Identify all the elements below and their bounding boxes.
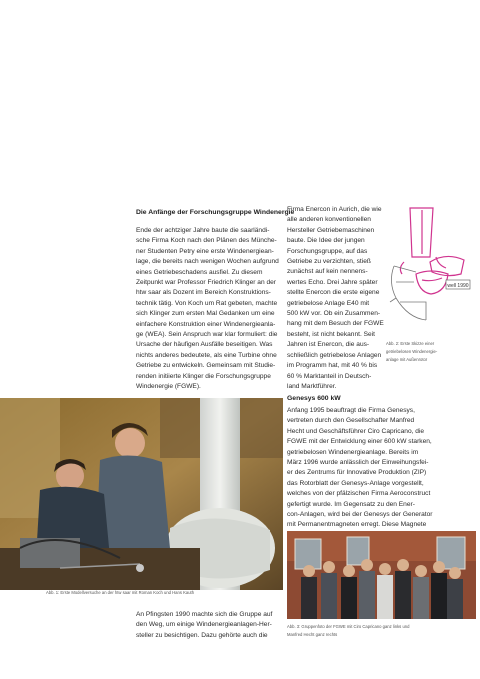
text-line: Getriebe zu entwickeln. Gemeinsam mit Studie- <box>136 362 276 370</box>
text-line: FGWE mit der Entwicklung einer 600 kW starken, <box>287 438 432 446</box>
text-line: Zeitpunkt war Professor Friedrich Klinger an der <box>136 279 276 287</box>
figure-caption-sketch <box>386 340 437 363</box>
photo-group-fgwe <box>287 531 476 619</box>
caption-line: Abb. 3: Gruppenfoto der FGWE mit Ciro Capricano ganz links und <box>287 624 410 629</box>
text-line: im Programm hat, mit 40 % bis <box>287 362 378 370</box>
text-line: welches von der pfälzischen Firma Aeroconstruct <box>287 490 431 498</box>
caption-line: Manfred Hecht ganz rechts <box>287 631 338 637</box>
text-line: technik tätig. Von Koch um Rat gebeten, machte <box>136 299 278 307</box>
text-line: er des Zentrums für Innovative Produktion (ZIP) <box>287 469 427 477</box>
text-line: schließlich getriebelose Anlagen <box>287 351 382 359</box>
body-column-left <box>136 226 279 393</box>
figure-caption-group-photo <box>287 623 409 639</box>
figure-caption-model-experiments: Abb. 1: Erste Modellversuche an der htw saar mit Roman Koch und Hans Kauth <box>46 590 195 595</box>
text-line: zunächst auf kein nennens- <box>287 268 368 276</box>
text-line: 60 % Marktanteil in Deutsch- <box>287 372 372 380</box>
text-line: ge (WEA). Sein Anspruch war klar formuliert: die <box>136 331 278 339</box>
text-line: land Marktführer. <box>287 382 337 390</box>
caption-line: anlage mit Außenrotor <box>386 356 428 362</box>
sketch-date-stamp: well 1990 <box>447 283 469 289</box>
caption-line: getriebelosen Windenergie- <box>386 348 438 354</box>
text-line: Hecht und Geschäftsführer Ciro Capricano, die <box>287 427 425 435</box>
text-line: renden initiierte Klinger die Forschungsgruppe <box>136 372 271 380</box>
text-line: Hersteller Getriebemaschinen <box>287 226 375 234</box>
text-line: sche Firma Koch nach den Plänen des Münche- <box>136 237 277 245</box>
text-line: con-Anlagen, wird bei der Genesys der Generator <box>287 511 433 519</box>
text-line: Jahren ist Enercon, die aus- <box>287 341 370 349</box>
sketch-figure <box>386 202 476 332</box>
text-line: hang mit dem Besuch der FGWE <box>287 320 384 328</box>
caption-line: Abb. 2: Erste Skizze einer <box>386 341 435 346</box>
text-line: baute. Die Idee der jungen <box>287 237 365 245</box>
text-line: ner Studenten Petry eine erste Windenergiean- <box>136 247 274 255</box>
text-line: mit Permanentmagneten erregt. Diese Magnete <box>287 521 427 529</box>
text-line: lage, die bereits nach wenigen Wochen aufgrund <box>136 258 279 266</box>
text-line: sich Klinger zum ersten Mal Gedanken um eine <box>136 310 275 318</box>
text-line: wertes Echo. Drei Jahre später <box>287 278 378 286</box>
text-line: Ende der achtziger Jahre baute die saarländi- <box>136 227 270 234</box>
text-line: htw saar als Dozent im Bereich Konstruktions- <box>136 289 271 297</box>
text-line: nichts anderes bedeutete, als eine Turbine ohne <box>136 351 277 359</box>
section-heading-anfaenge: Die Anfänge der Forschungsgruppe Windenergie <box>136 209 295 216</box>
text-line: getriebelose Anlage E40 mit <box>287 299 370 307</box>
text-line: Anfang 1995 beauftragt die Firma Genesys, <box>287 407 415 414</box>
text-line: 500 kW vor. Ob ein Zusammen- <box>287 310 381 318</box>
text-line: Ursache der häufigen Ausfälle beseitigen. Was <box>136 341 273 349</box>
text-line: vertreten durch den Gesellschafter Manfred <box>287 417 415 425</box>
text-line: besteht, ist nicht bekannt. Seit <box>287 330 375 338</box>
text-line: steller zu besichtigen. Dazu gehörte auch die <box>136 631 268 639</box>
text-line: An Pfingsten 1990 machte sich die Gruppe auf <box>136 611 273 618</box>
text-line: getriebelosen Windenergieanlage. Bereits im <box>287 448 419 456</box>
section-heading-genesys: Genesys 600 kW <box>287 395 341 402</box>
text-line: stellte Enercon die erste eigene <box>287 289 380 297</box>
text-line: Firma Enercon in Aurich, die wie <box>287 206 382 213</box>
text-line: alle anderen konventionellen <box>287 216 371 224</box>
photo-model-experiments <box>0 398 283 590</box>
body-column-left-bottom <box>136 610 272 641</box>
text-line: einfachere Konstruktion einer Windenergieanla- <box>136 320 276 328</box>
text-line: den Weg, um einige Windenergieanlagen-Her- <box>136 621 272 629</box>
text-line: Getriebe zu verzichten, stieß <box>287 258 371 266</box>
text-line: gefertigt wurde. Im Gegensatz zu den Ener- <box>287 500 415 508</box>
text-line: März 1996 wurde anlässlich der Einweihungsfei- <box>287 459 429 467</box>
text-line: Forschungsgruppe, auf das <box>287 247 368 255</box>
text-line: das Rotorblatt der Genesys-Anlage vorgestellt, <box>287 479 424 487</box>
text-line: Windenergie (FGWE). <box>136 383 201 391</box>
text-line: eines Getriebeschadens ausfiel. Zu diesem <box>136 268 263 276</box>
body-column-middle <box>287 205 384 392</box>
genesys-body-text <box>287 406 433 531</box>
